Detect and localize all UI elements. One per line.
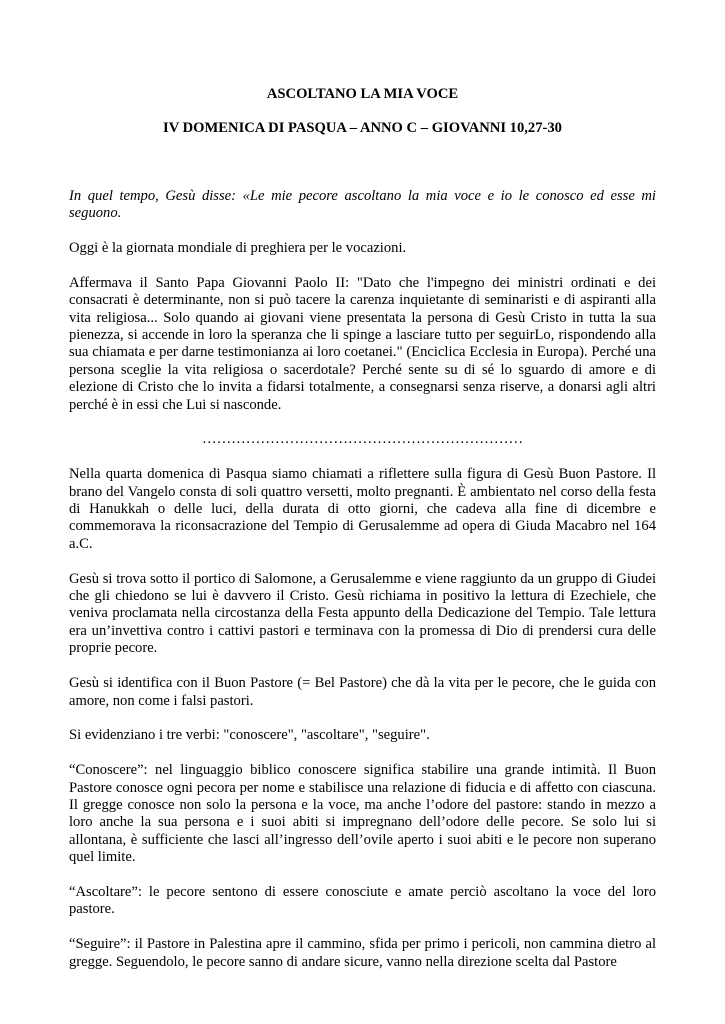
dotted-separator: …………………………………………………………: [201, 431, 524, 448]
document-subtitle: IV DOMENICA DI PASQUA – ANNO C – GIOVANNI 10,27-30: [163, 120, 562, 137]
gospel-quote: In quel tempo, Gesù disse: «Le mie pecore ascoltano la mia voce e io le conosco ed esse mi seguono.: [69, 187, 656, 222]
paragraph-ascoltare: “Ascoltare”: le pecore sentono di essere conosciute e amate perciò ascoltano la voce del loro pastore.: [69, 883, 656, 918]
paragraph-vocations-day: Oggi è la giornata mondiale di preghiera per le vocazioni.: [69, 240, 407, 257]
document-page: [69, 86, 656, 971]
paragraph-solomon-portico: Gesù si trova sotto il portico di Salomone, a Gerusalemme e viene raggiunto da un gruppo di Giudei che gli chiedono se lui è davvero il Cristo. Gesù richiama in positivo la lettura di Ezechiele, che veniva proclamata nella circostanza della Festa appunto della Dedicazione del Tempio. Tale lettura era un’invettiva contro i cattivi pastori e terminava con la promessa di Dio di prendersi cura delle proprie pecore.: [69, 570, 656, 657]
paragraph-pope-quote: Affermava il Santo Papa Giovanni Paolo II: "Dato che l'impegno dei ministri ordinati e dei consacrati è determinante, non si può tacere la carenza inquietante di seminaristi e di aspiranti alla vita religiosa... Solo quando ai giovani viene presentata la persona di Gesù Cristo in tutta la sua pienezza, si accende in loro la speranza che li spinge a lasciare tutto per seguirLo, rispondendo alla sua chiamata e per darne testimonianza ai loro coetanei." (Enciclica Ecclesia in Europa). Perché una persona sceglie la vita religiosa o sacerdotale? Perché sente su di sé lo sguardo di amore e di elezione di Cristo che lo invita a fidarsi totalmente, a consegnarsi senza riserve, a donarsi agli altri perché è in essi che Lui si nasconde.: [69, 274, 656, 413]
paragraph-three-verbs: Si evidenziano i tre verbi: "conoscere", "ascoltare", "seguire".: [69, 727, 430, 744]
paragraph-good-shepherd: Nella quarta domenica di Pasqua siamo chiamati a riflettere sulla figura di Gesù Buon Pastore. Il brano del Vangelo consta di soli quattro versetti, molto pregnanti. È ambientato nel corso della festa di Hanukkah o delle luci, della durata di otto giorni, che cadeva alla fine di dicembre e commemorava la riconsacrazione del Tempio di Gerusalemme ad opera di Giuda Macabro nel 164 a.C.: [69, 466, 656, 552]
paragraph-conoscere: “Conoscere”: nel linguaggio biblico conoscere significa stabilire una grande intimità. Il Buon Pastore conosce ogni pecora per nome e stabilisce una relazione di fiducia e di affetto con ciascuna. Il gregge conosce non solo la persona e la voce, ma anche l’odore del pastore: stando in mezzo a loro anche la sua persona e i suoi abiti si impregnano dell’odore delle pecore. Se solo lui si allontana, è sufficiente che lasci all’ingresso dell’ovile aperto i suoi abiti e le pecore non superano quel limite.: [69, 762, 656, 866]
paragraph-identification: Gesù si identifica con il Buon Pastore (= Bel Pastore) che dà la vita per le pecore, che le guida con amore, non come i falsi pastori.: [69, 675, 656, 709]
document-title: ASCOLTANO LA MIA VOCE: [266, 86, 459, 102]
paragraph-seguire: “Seguire”: il Pastore in Palestina apre il cammino, sfida per primo i pericoli, non cammina dietro al gregge. Seguendolo, le pecore sanno di andare sicure, vanno nella direzione scelta dal Pastore: [69, 936, 656, 970]
